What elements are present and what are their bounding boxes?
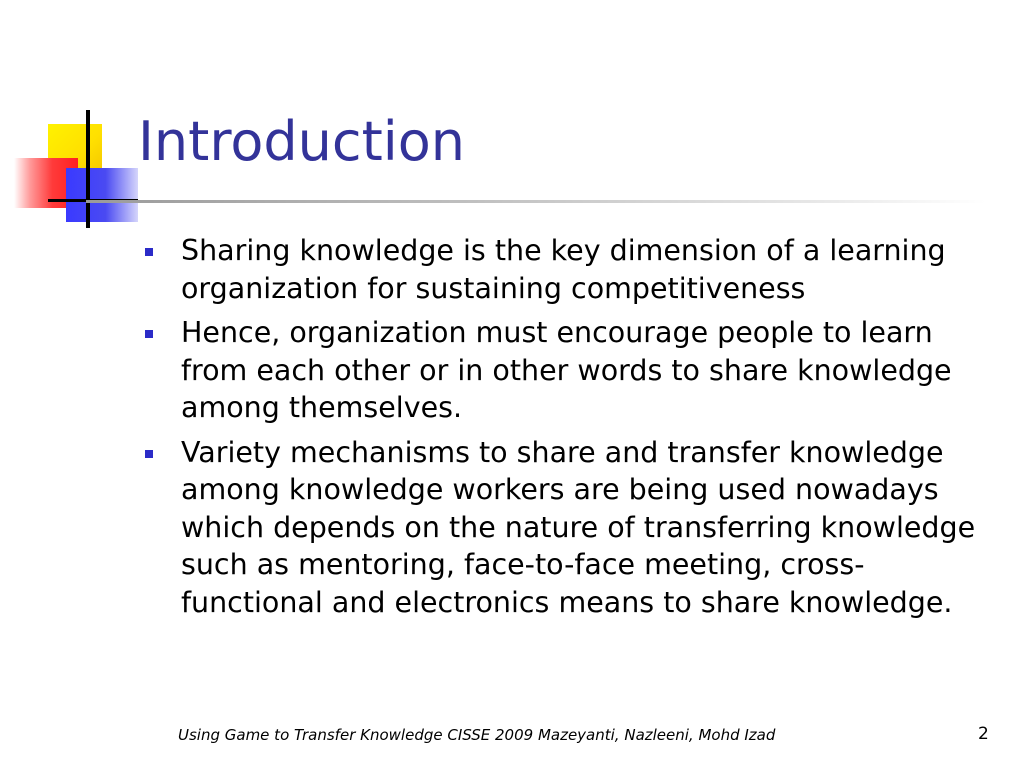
- square-bullet-icon: [145, 248, 153, 256]
- decorative-emblem: [0, 0, 140, 240]
- blue-square: [66, 168, 138, 222]
- bullet-item: [143, 314, 1003, 427]
- page-number: 2: [978, 724, 989, 744]
- square-bullet-icon: [145, 330, 153, 338]
- bullet-list: [143, 232, 1003, 628]
- bullet-text: Sharing knowledge is the key dimension of a learning organization for sustaining competitiveness: [181, 234, 946, 305]
- bullet-item: [143, 434, 1003, 622]
- slide-footer: Using Game to Transfer Knowledge CISSE 2009 Mazeyanti, Nazleeni, Mohd Izad: [178, 726, 776, 744]
- bullet-item: [143, 232, 1003, 307]
- slide-title: Introduction: [138, 110, 466, 173]
- title-underline: [86, 200, 986, 203]
- bullet-text: Hence, organization must encourage people to learn from each other or in other words to share knowledge among themselves.: [181, 316, 952, 424]
- square-bullet-icon: [145, 450, 153, 458]
- vertical-line: [86, 110, 90, 228]
- bullet-text: Variety mechanisms to share and transfer knowledge among knowledge workers are being used nowadays which depends on the nature of transferring knowledge such as mentoring, face-to-face meeting, cross-functional and electronics means to share knowledge.: [181, 435, 976, 619]
